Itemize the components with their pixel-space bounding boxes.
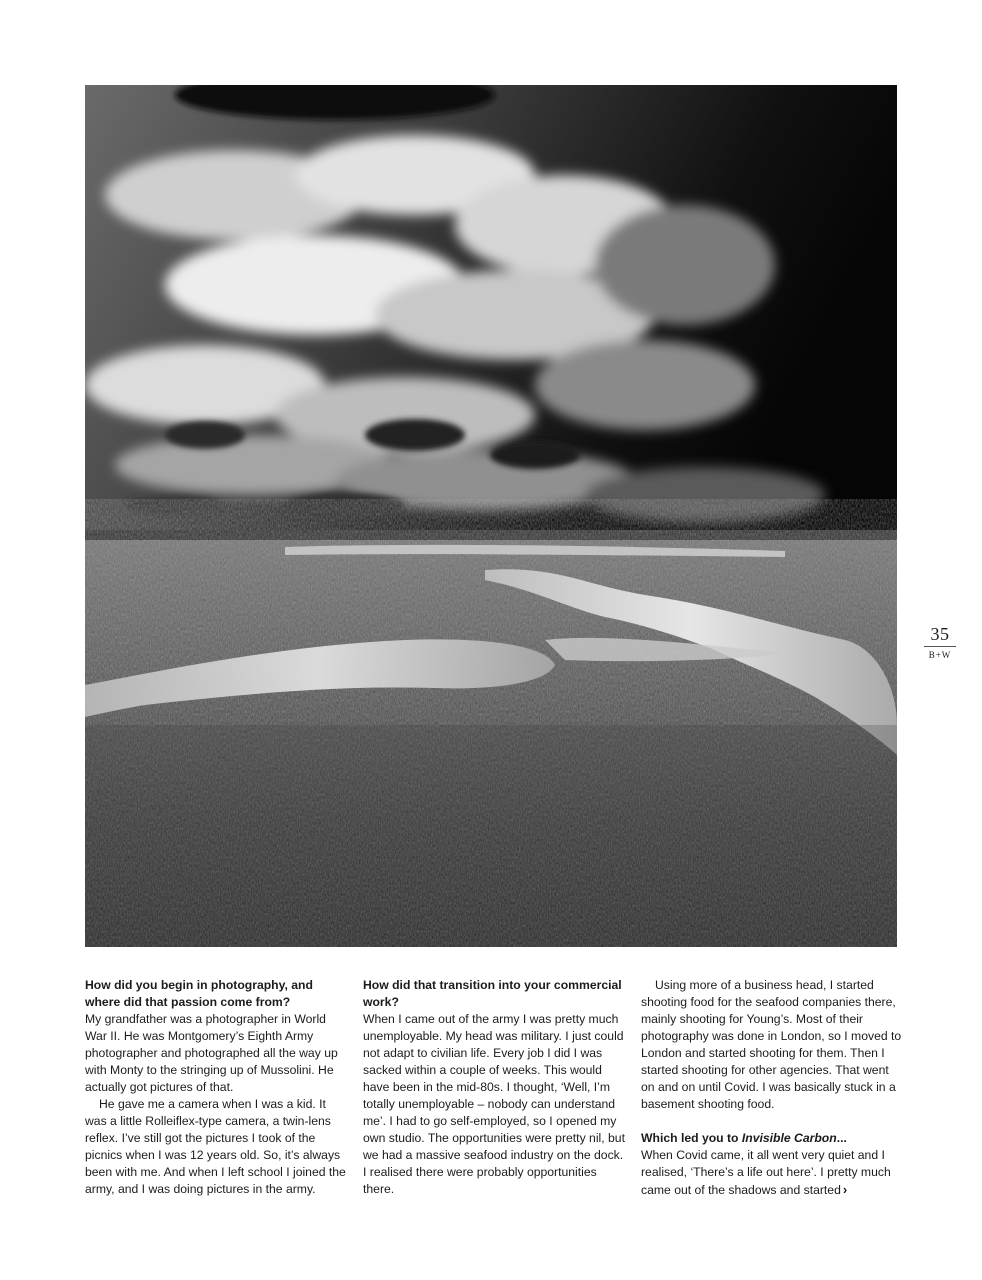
answer-paragraph: When I came out of the army I was pretty much unemployable. My head was military. I just could not adapt to civilian life. Every job I did I was sacked within a couple of weeks. This would have been in the mid-80s. I thought, ‘Well, I’m totally unemployable – nobody can understand me’. I had to go self-employed, so I opened my own studio. The opportunities were pretty nil, but we had a massive seafood industry on the dock. I realised there were probably opportunities there. xyxy=(363,1012,625,1196)
page-folio xyxy=(924,624,956,661)
question-heading: How did you begin in photography, and where did that passion come from? xyxy=(85,978,313,1009)
question-heading: How did that transition into your commercial work? xyxy=(363,978,622,1009)
answer-paragraph: My grandfather was a photographer in World War II. He was Montgomery’s Eighth Army photographer and photographed all the way up with Monty to the stringing up of Mussolini. He actually got pictures of that. xyxy=(85,1012,338,1094)
text-column-3 xyxy=(641,977,903,1199)
question-prefix: Which led you to xyxy=(641,1131,742,1145)
text-column-1 xyxy=(85,977,347,1198)
text-column-2 xyxy=(363,977,625,1198)
magazine-logo: B+W xyxy=(928,650,952,660)
book-title: Invisible Carbon xyxy=(741,1131,837,1145)
answer-paragraph xyxy=(641,1147,903,1199)
landscape-photo-icon xyxy=(85,85,897,947)
question-heading xyxy=(641,1130,903,1147)
question-suffix: ... xyxy=(836,1131,847,1145)
page-number: 35 xyxy=(924,624,956,647)
answer-paragraph: He gave me a camera when I was a kid. It was a little Rolleiflex-type camera, a twin-lens reflex. I’ve still got the pictures I took of the picnics when I was 12 years old. So, it’s always been with me. And when I left school I joined the army, and I was doing pictures in the army. xyxy=(85,1097,346,1196)
landscape-photo xyxy=(85,85,897,947)
answer-paragraph: Using more of a business head, I started shooting food for the seafood companies there, mainly shooting for Young’s. Most of their photography was done in London, so I moved to London and started shooting for them. Then I started shooting for other agencies. That went on and on until Covid. I was basically stuck in a basement shooting food. xyxy=(641,978,902,1111)
answer-text: When Covid came, it all went very quiet and I realised, ‘There’s a life out here’. I pretty much came out of the shadows and started xyxy=(641,1148,891,1197)
continue-arrow-icon: › xyxy=(842,1182,848,1197)
